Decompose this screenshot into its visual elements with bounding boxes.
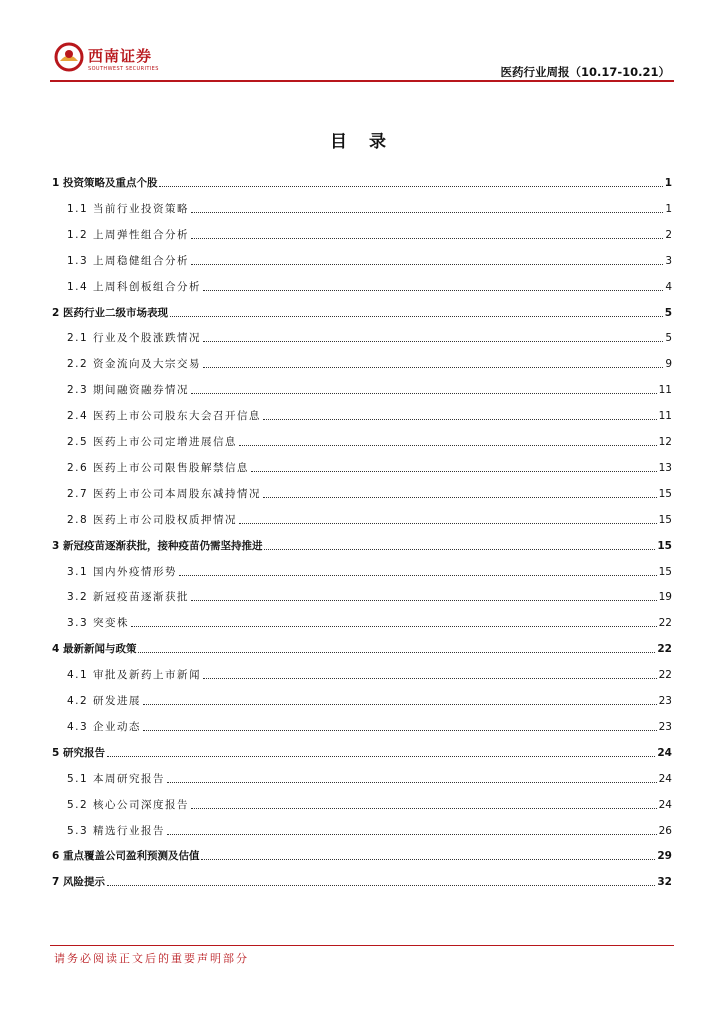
toc-entry-title: 4.3 企业动态 — [67, 720, 142, 733]
toc-leader-dots — [263, 419, 657, 420]
toc-leader-dots — [203, 367, 663, 368]
toc-entry-title: 2.6 医药上市公司限售股解禁信息 — [67, 461, 250, 474]
toc-entry-page: 4 — [665, 280, 672, 293]
toc-entry-page: 24 — [658, 798, 672, 811]
toc-leader-dots — [179, 575, 657, 576]
toc-entry-title: 5.3 精选行业报告 — [67, 824, 166, 837]
toc-entry-title: 7 风险提示 — [52, 876, 105, 889]
toc-entry-page: 15 — [658, 565, 672, 578]
toc-entry[interactable] — [52, 822, 672, 838]
toc-leader-dots — [251, 471, 657, 472]
toc-entry[interactable] — [52, 563, 672, 579]
toc-entry-title: 2.4 医药上市公司股东大会召开信息 — [67, 410, 262, 423]
toc-entry-title: 2.5 医药上市公司定增进展信息 — [67, 436, 238, 448]
header-divider — [50, 80, 674, 82]
toc-leader-dots — [138, 652, 655, 653]
toc-entry[interactable] — [52, 226, 672, 242]
toc-leader-dots — [107, 756, 655, 757]
toc-entry-page: 11 — [658, 410, 672, 423]
toc-leader-dots — [143, 704, 657, 705]
toc-entry-page: 1 — [665, 202, 672, 215]
toc-heading: 目 录 — [330, 132, 394, 152]
toc-entry[interactable] — [52, 329, 672, 345]
toc-entry-page: 2 — [665, 228, 672, 241]
toc-entry[interactable] — [52, 485, 672, 501]
toc-entry-page: 22 — [658, 617, 672, 630]
toc-entry-title: 2.2 资金流向及大宗交易 — [67, 358, 202, 371]
toc-leader-dots — [159, 186, 662, 187]
toc-entry-page: 1 — [664, 177, 672, 189]
toc-entry[interactable] — [52, 407, 672, 423]
toc-entry[interactable] — [52, 511, 672, 527]
toc-entry[interactable] — [52, 718, 672, 734]
toc-leader-dots — [167, 834, 657, 835]
toc-entry[interactable] — [52, 847, 672, 863]
toc-leader-dots — [203, 290, 663, 291]
toc-entry-page: 29 — [657, 850, 672, 863]
footer-divider — [50, 945, 674, 946]
toc-entry-page: 9 — [665, 358, 672, 371]
toc-entry-title: 3 新冠疫苗逐渐获批，接种疫苗仍需坚持推进 — [52, 539, 263, 552]
toc-entry[interactable] — [52, 614, 672, 630]
toc-leader-dots — [191, 238, 663, 239]
toc-entry-page: 19 — [658, 591, 672, 604]
toc-entry-title: 1 投资策略及重点个股 — [52, 177, 158, 189]
toc-entry-title: 5.2 核心公司深度报告 — [67, 798, 190, 811]
toc-entry[interactable] — [52, 304, 672, 320]
toc-entry[interactable] — [52, 459, 672, 475]
toc-entry-title: 6 重点覆盖公司盈利预测及估值 — [52, 850, 200, 863]
toc-entry-page: 23 — [658, 695, 672, 707]
logo-text-cn: 西南证券 — [88, 47, 153, 65]
toc-entry[interactable] — [52, 796, 672, 812]
toc-entry-page: 32 — [657, 876, 672, 889]
toc-entry[interactable] — [52, 252, 672, 268]
toc-entry-page: 22 — [658, 669, 672, 682]
toc-entry-title: 1.4 上周科创板组合分析 — [67, 280, 202, 293]
toc-entry-page: 22 — [657, 643, 672, 656]
toc-leader-dots — [203, 341, 663, 342]
toc-entry-title: 5.1 本周研究报告 — [67, 772, 166, 785]
report-title: 医药行业周报（10.17-10.21） — [500, 65, 670, 79]
footer-disclaimer: 请务必阅读正文后的重要声明部分 — [54, 952, 249, 965]
toc-entry-title: 3.1 国内外疫情形势 — [67, 565, 178, 578]
toc-entry-title: 4.2 研发进展 — [67, 695, 142, 707]
toc-entry-title: 4 最新新闻与政策 — [52, 643, 137, 656]
toc-leader-dots — [107, 885, 655, 886]
toc-entry-title: 1.1 当前行业投资策略 — [67, 202, 190, 215]
toc-leader-dots — [203, 678, 657, 679]
toc-entry[interactable] — [52, 873, 672, 889]
toc-entry-title: 2 医药行业二级市场表现 — [52, 306, 168, 319]
toc-entry-title: 5 研究报告 — [52, 746, 105, 759]
toc-entry-page: 24 — [658, 772, 672, 785]
toc-entry-page: 13 — [658, 461, 672, 474]
toc-entry-page: 24 — [657, 746, 672, 759]
toc-leader-dots — [191, 264, 663, 265]
toc-entry[interactable] — [52, 744, 672, 760]
toc-entry-page: 15 — [658, 513, 672, 526]
toc-entry[interactable] — [52, 537, 672, 553]
toc-entry[interactable] — [52, 355, 672, 371]
toc-entry-page: 15 — [658, 487, 672, 500]
toc-entry[interactable] — [52, 588, 672, 604]
toc-leader-dots — [264, 549, 655, 550]
toc-leader-dots — [170, 316, 663, 317]
toc-leader-dots — [143, 730, 657, 731]
toc-entry-page: 12 — [658, 436, 672, 448]
toc-leader-dots — [201, 859, 655, 860]
toc-entry[interactable] — [52, 433, 672, 449]
toc-leader-dots — [191, 393, 657, 394]
toc-entry-page: 5 — [665, 332, 672, 345]
toc-entry[interactable] — [52, 770, 672, 786]
toc-entry-title: 2.7 医药上市公司本周股东减持情况 — [67, 487, 262, 500]
toc-entry[interactable] — [52, 278, 672, 294]
toc-entry-page: 15 — [657, 539, 672, 552]
toc-entry-title: 2.1 行业及个股涨跌情况 — [67, 332, 202, 345]
page-header — [50, 40, 674, 82]
logo-text-en: SOUTHWEST SECURITIES — [88, 66, 159, 72]
toc-leader-dots — [239, 523, 657, 524]
toc-leader-dots — [239, 445, 657, 446]
toc-entry[interactable] — [52, 666, 672, 682]
toc-entry-title: 3.2 新冠疫苗逐渐获批 — [67, 591, 190, 604]
toc-entry-title: 3.3 突变株 — [67, 617, 130, 630]
toc-leader-dots — [167, 782, 657, 783]
toc-entry[interactable] — [52, 200, 672, 216]
toc-entry-page: 5 — [664, 306, 672, 319]
toc-entry-page: 3 — [665, 254, 672, 267]
toc-entry-page: 23 — [658, 720, 672, 733]
toc-entry[interactable] — [52, 174, 672, 190]
toc-entry-title: 4.1 审批及新药上市新闻 — [67, 669, 202, 682]
company-logo — [54, 42, 214, 76]
toc-entry-title: 1.3 上周稳健组合分析 — [67, 254, 190, 267]
toc-leader-dots — [191, 212, 663, 213]
toc-leader-dots — [191, 600, 657, 601]
logo-emblem-icon — [54, 42, 84, 72]
toc-leader-dots — [131, 626, 657, 627]
toc-entry-page: 11 — [658, 384, 672, 397]
toc-entry[interactable] — [52, 692, 672, 708]
toc-entry[interactable] — [52, 640, 672, 656]
toc-entry-title: 2.3 期间融资融券情况 — [67, 384, 190, 397]
toc-entry[interactable] — [52, 381, 672, 397]
toc-entry-title: 1.2 上周弹性组合分析 — [67, 228, 190, 241]
toc-leader-dots — [263, 497, 657, 498]
toc-leader-dots — [191, 808, 657, 809]
toc-entry-title: 2.8 医药上市公司股权质押情况 — [67, 513, 238, 526]
toc-entry-page: 26 — [658, 824, 672, 837]
